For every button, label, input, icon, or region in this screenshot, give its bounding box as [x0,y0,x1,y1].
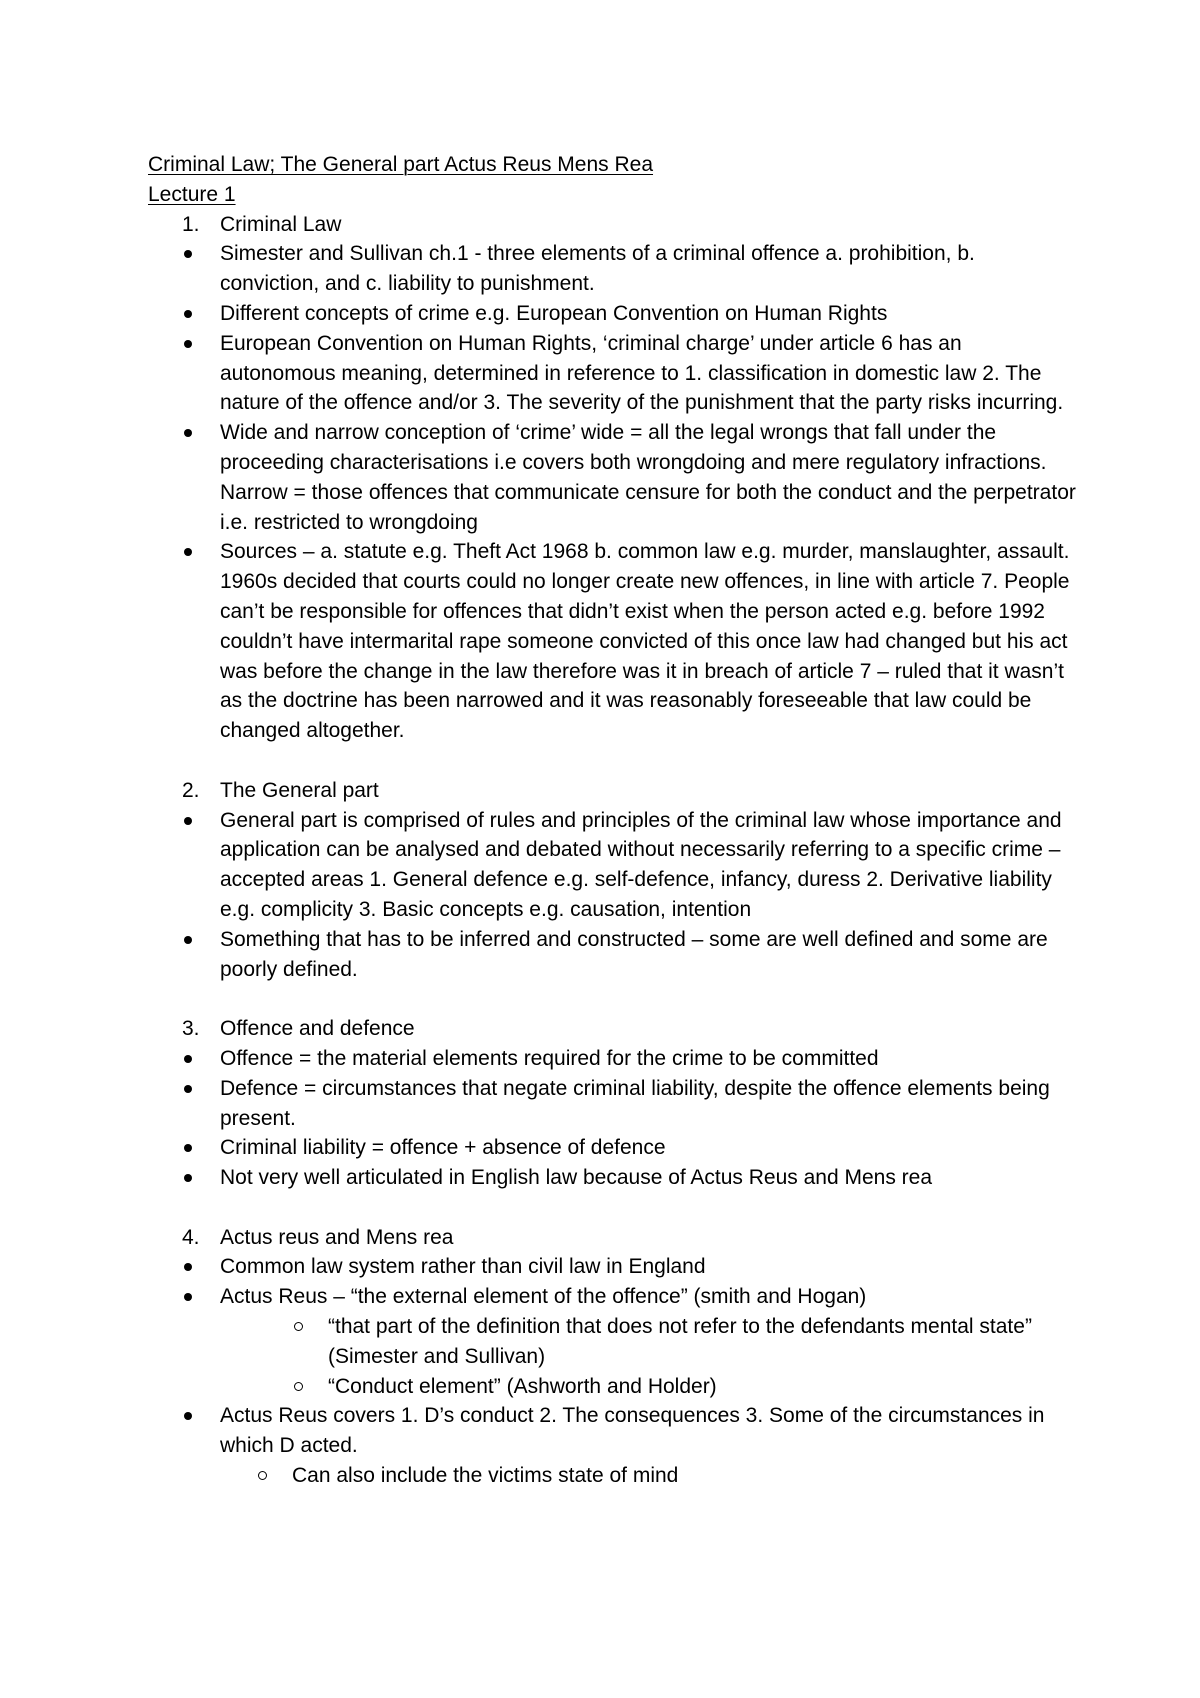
bullet-icon [184,310,192,318]
section-number: 4. [182,1225,200,1249]
bullet-item [148,1282,1078,1312]
sub-bullet-text: “Conduct element” (Ashworth and Holder) [328,1374,717,1398]
bullet-icon [184,817,192,825]
section-heading [148,776,1078,806]
bullet-item [148,1044,1078,1074]
bullet-icon [184,1263,192,1271]
bullet-icon [184,1085,192,1093]
sub-bullet-item [148,1312,1078,1372]
sub-bullet-text: Can also include the victims state of mind [292,1464,679,1488]
bullet-icon [184,340,192,348]
bullet-text: Not very well articulated in English law because of Actus Reus and Mens rea [220,1166,933,1190]
bullet-text: General part is comprised of rules and principles of the criminal law whose importance and application can be analysed and debated without necessarily referring to a specific crime – accepted areas 1. General defence e.g. self-defence, infancy, duress 2. Derivative liability e.g. complicity 3. Basic concepts e.g. causation, intention [220,808,1062,921]
bullet-text: Criminal liability = offence + absence of defence [220,1136,666,1160]
section-heading [148,1014,1078,1044]
section-number: 1. [182,212,200,236]
bullet-item [148,1074,1078,1134]
bullet-text: Common law system rather than civil law in England [220,1255,706,1279]
section-heading [148,1223,1078,1253]
bullet-text: Defence = circumstances that negate criminal liability, despite the offence elements being present. [220,1076,1050,1130]
bullet-item [148,1163,1078,1193]
bullet-icon [184,1055,192,1063]
sub-bullet-item [148,1372,1078,1402]
section-title: Offence and defence [220,1017,415,1041]
section-title: Criminal Law [220,212,342,236]
bullet-text: Offence = the material elements required for the crime to be committed [220,1046,879,1070]
section-number: 3. [182,1017,200,1041]
bullet-item [148,925,1078,985]
hollow-bullet-icon [294,1382,303,1391]
bullet-text: Simester and Sullivan ch.1 - three elements of a criminal offence a. prohibition, b. conviction, and c. liability to punishment. [220,242,975,296]
document-page [148,150,1078,1491]
bullet-icon [184,1144,192,1152]
bullet-icon [184,1412,192,1420]
document-title: Criminal Law; The General part Actus Reus Mens Rea [148,153,654,176]
section-heading [148,210,1078,240]
bullet-icon [184,936,192,944]
hollow-bullet-icon [294,1322,303,1331]
bullet-icon [184,548,192,556]
bullet-item [148,418,1078,537]
section-title: Actus reus and Mens rea [220,1225,454,1249]
bullet-text: European Convention on Human Rights, ‘criminal charge’ under article 6 has an autonomous meaning, determined in reference to 1. classification in domestic law 2. The nature of the offence and/or 3. The severity of the punishment that the party risks incurring. [220,331,1064,415]
bullet-text: Different concepts of crime e.g. European Convention on Human Rights [220,301,888,325]
bullet-text: Something that has to be inferred and constructed – some are well defined and some are poorly defined. [220,927,1048,981]
section-criminal-law [148,210,1078,746]
bullet-item [148,1401,1078,1461]
bullet-text: Actus Reus – “the external element of the offence” (smith and Hogan) [220,1285,867,1309]
bullet-icon [184,429,192,437]
section-general-part [148,776,1078,985]
bullet-item [148,1252,1078,1282]
lecture-label: Lecture 1 [148,182,236,206]
bullet-item [148,239,1078,299]
bullet-icon [184,1293,192,1301]
bullet-text: Actus Reus covers 1. D’s conduct 2. The consequences 3. Some of the circumstances in which D acted. [220,1404,1045,1458]
bullet-icon [184,250,192,258]
bullet-text: Sources – a. statute e.g. Theft Act 1968 b. common law e.g. murder, manslaughter, assault. 1960s decided that courts could no longer create new offences, in line with article 7. People can’t be responsible for offences that didn’t exist when the person acted e.g. before 1992 couldn’t have intermarital rape someone convicted of this once law had changed but his act was before the change in the law therefore was it in breach of article 7 – ruled that it wasn’t as the doctrine has been narrowed and it was reasonably foreseeable that law could be changed altogether. [220,540,1070,743]
section-offence-and-defence [148,1014,1078,1193]
bullet-icon [184,1174,192,1182]
sub-bullet-item [148,1461,1078,1491]
sub-bullet-text: “that part of the definition that does not refer to the defendants mental state” (Simester and Sullivan) [328,1315,1032,1368]
hollow-bullet-icon [258,1471,267,1480]
bullet-item [148,329,1078,418]
section-actus-reus-mens-rea [148,1223,1078,1491]
section-title: The General part [220,778,379,802]
section-number: 2. [182,778,200,802]
bullet-item [148,1133,1078,1163]
bullet-item [148,299,1078,329]
bullet-item [148,806,1078,925]
bullet-text: Wide and narrow conception of ‘crime’ wide = all the legal wrongs that fall under the proceeding characterisations i.e covers both wrongdoing and mere regulatory infractions. Narrow = those offences that communicate censure for both the conduct and the perpetrator i.e. restricted to wrongdoing [220,421,1076,534]
bullet-item [148,537,1078,746]
